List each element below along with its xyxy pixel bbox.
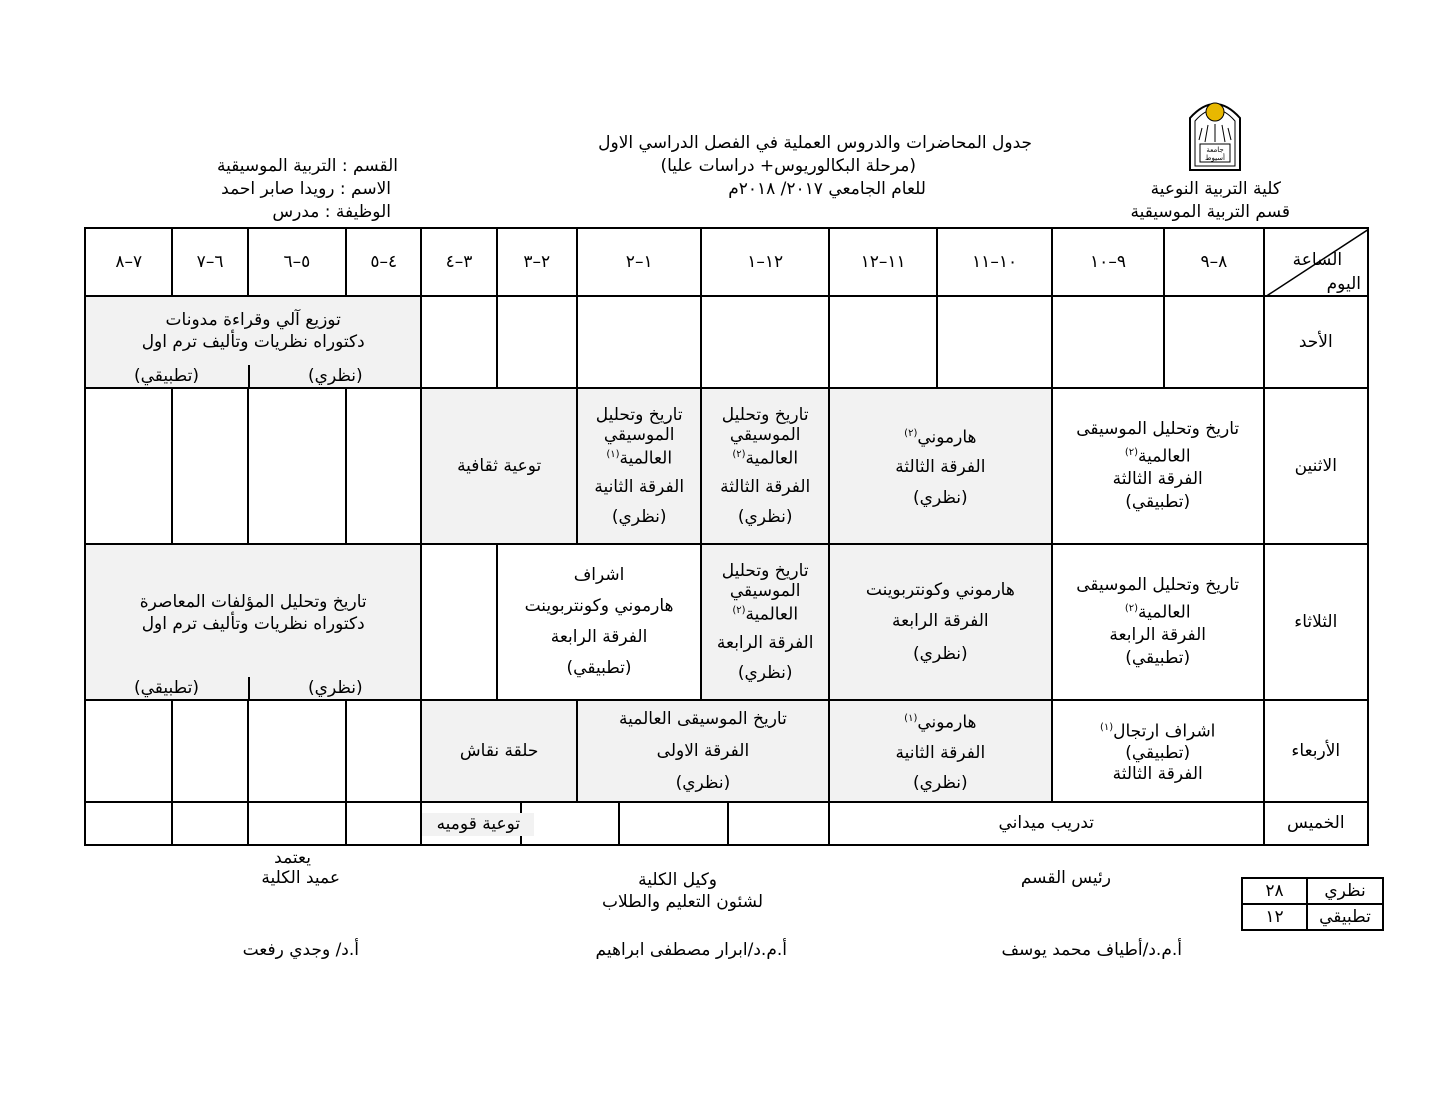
course-title: تاريخ وتحليل xyxy=(721,561,809,582)
theory-label: نظري xyxy=(1307,878,1383,904)
schedule-subtitle: (مرحلة البكالوريوس+ دراسات عليا) xyxy=(660,156,916,176)
course-title-cont xyxy=(1053,717,1263,743)
header-row xyxy=(85,228,1368,296)
course-level: (٢) xyxy=(732,605,746,617)
course-title: تاريخ وتحليل الموسيقى xyxy=(1076,574,1240,595)
tuesday-grad-course xyxy=(85,544,421,700)
course-type: (تطبيقي) xyxy=(1125,648,1191,669)
course-type: (نظري) xyxy=(737,662,793,683)
course-title: تاريخ وتحليل الموسيقى xyxy=(1076,418,1240,439)
course-title: اشراف ارتجال xyxy=(1113,721,1216,742)
course-title-part: العالمية xyxy=(619,448,673,469)
vice-dean-name: أ.م.د/ابرار مصطفى ابراهيم xyxy=(595,940,787,960)
theory-value: ٢٨ xyxy=(1242,878,1307,904)
empty-cell xyxy=(1052,296,1164,388)
course-title: هارموني xyxy=(917,712,977,733)
empty-cell xyxy=(1164,296,1263,388)
row-wednesday xyxy=(85,700,1368,802)
course-title: تاريخ وتحليل المؤلفات المعاصرة xyxy=(139,592,367,612)
course-level: (١) xyxy=(904,713,918,725)
empty-cell xyxy=(346,388,421,544)
empty-cell xyxy=(85,700,172,802)
course-level: (٢) xyxy=(904,428,918,440)
course-group: الفرقة الثانية xyxy=(895,742,986,763)
course-title-part: العالمية xyxy=(1138,602,1191,623)
divider xyxy=(727,803,729,845)
hours-totals xyxy=(1241,877,1384,931)
course-group: الفرقة الرابعة xyxy=(1109,625,1206,646)
course-type: (نظري) xyxy=(611,506,667,527)
divider xyxy=(248,677,250,700)
hour-header: ٥–٦ xyxy=(248,228,346,296)
applied-tag: (تطبيقي) xyxy=(134,366,199,386)
day-label: الأربعاء xyxy=(1264,700,1368,802)
empty-cell xyxy=(346,700,421,802)
monday-course-3 xyxy=(701,388,828,544)
course-group: الفرقة الثالثة xyxy=(1112,469,1203,490)
hour-header: ١٢–١ xyxy=(701,228,828,296)
course-type: (تطبيقي) xyxy=(1125,742,1191,763)
corner-day-label: اليوم xyxy=(1326,274,1361,294)
empty-cell xyxy=(937,296,1051,388)
national-awareness: توعية قوميه xyxy=(422,813,534,836)
hour-header: ١١–١٢ xyxy=(829,228,937,296)
head-title: رئيس القسم xyxy=(1020,868,1111,888)
divider xyxy=(248,365,250,388)
course-level: (١) xyxy=(606,449,620,461)
day-label: الثلاثاء xyxy=(1264,544,1368,700)
course-level: (٢) xyxy=(1124,602,1138,614)
wednesday-course-2 xyxy=(829,700,1052,802)
tuesday-course-1 xyxy=(1052,544,1264,700)
row-thursday xyxy=(85,802,1368,845)
course-level: (١) xyxy=(1099,722,1114,734)
empty-cell xyxy=(577,296,701,388)
day-label: الأحد xyxy=(1264,296,1368,388)
head-name: أ.م.د/أطياف محمد يوسف xyxy=(1001,940,1182,960)
course-title: هارموني وكونتربوينت xyxy=(865,579,1015,600)
applied-tag: (تطبيقي) xyxy=(134,678,199,698)
course-title-cont xyxy=(1053,441,1263,469)
hour-header: ١٠–١١ xyxy=(937,228,1051,296)
tuesday-course-2 xyxy=(829,544,1052,700)
monday-course-2 xyxy=(829,388,1052,544)
course-title-cont xyxy=(702,601,827,625)
course-title-part: هارموني وكونتربوينت xyxy=(524,596,674,616)
course-group: الفرقة الرابعة xyxy=(716,632,814,653)
empty-cell xyxy=(497,296,577,388)
course-title-part: الموسيقي xyxy=(729,581,801,602)
hour-header: ٦–٧ xyxy=(172,228,247,296)
hour-header: ٧–٨ xyxy=(85,228,172,296)
course-title-cont xyxy=(830,704,1051,738)
course-group: الفرقة الثالثة xyxy=(1112,763,1203,784)
wednesday-discussion: حلقة نقاش xyxy=(421,700,577,802)
dean-title: عميد الكلية xyxy=(261,868,340,888)
course-group: الفرقة الثالثة xyxy=(895,456,986,477)
empty-cell xyxy=(172,700,247,802)
thursday-split xyxy=(421,802,829,845)
faculty-name: كلية التربية النوعية xyxy=(1150,179,1281,199)
tuesday-course-3 xyxy=(701,544,828,700)
row-monday xyxy=(85,388,1368,544)
course-program: دكتوراه نظريات وتأليف ترم اول xyxy=(141,332,365,352)
empty-cell xyxy=(701,296,828,388)
applied-value: ١٢ xyxy=(1242,904,1307,930)
course-title-part: العالمية xyxy=(1138,446,1191,467)
monday-course-4 xyxy=(577,388,701,544)
course-title-cont xyxy=(830,422,1051,450)
row-sunday xyxy=(85,296,1368,388)
faculty-department: قسم التربية الموسيقية xyxy=(1130,202,1290,222)
schedule-title: جدول المحاضرات والدروس العملية في الفصل الدراسي الاول xyxy=(598,133,1032,153)
dean-approve: يعتمد xyxy=(274,848,311,868)
sunday-grad-course xyxy=(85,296,421,388)
academic-year: للعام الجامعي ٢٠١٧/ ٢٠١٨م xyxy=(728,179,926,199)
course-title-cont xyxy=(702,445,827,469)
course-title-part: الموسيقي xyxy=(729,425,801,446)
empty-cell xyxy=(346,802,421,845)
dean-name: أ.د/ وجدي رفعت xyxy=(242,940,359,960)
course-title: توزيع آلي وقراءة مدونات xyxy=(165,310,341,330)
hour-header: ٤–٥ xyxy=(346,228,421,296)
row-tuesday xyxy=(85,544,1368,700)
empty-cell xyxy=(248,700,346,802)
vice-dean-title: وكيل الكلية xyxy=(638,870,717,890)
course-level: (٢) xyxy=(732,449,746,461)
course-title: هارموني xyxy=(917,427,977,448)
empty-cell xyxy=(85,802,172,845)
university-logo xyxy=(1186,92,1244,172)
corner-cell xyxy=(1264,228,1368,296)
job-line: الوظيفة : مدرس xyxy=(272,202,391,222)
course-type: (نظري) xyxy=(913,772,968,793)
empty-cell xyxy=(85,388,172,544)
department-line: القسم : التربية الموسيقية xyxy=(216,156,398,176)
day-label: الخميس xyxy=(1264,802,1368,845)
empty-cell xyxy=(172,388,247,544)
hour-header: ٢–٣ xyxy=(497,228,577,296)
course-title: تاريخ وتحليل xyxy=(721,405,809,426)
course-group: الفرقة الرابعة xyxy=(550,627,648,647)
empty-cell xyxy=(421,296,496,388)
name-line: الاسم : رويدا صابر احمد xyxy=(221,179,391,199)
applied-label: تطبيقي xyxy=(1307,904,1383,930)
course-title: اشراف xyxy=(573,565,625,585)
course-type: (نظري) xyxy=(675,773,731,793)
monday-cultural-awareness: توعية ثقافية xyxy=(421,388,577,544)
course-title-part: العالمية xyxy=(745,448,799,469)
vice-dean-affairs: لشئون التعليم والطلاب xyxy=(601,892,763,912)
hour-header: ١–٢ xyxy=(577,228,701,296)
hour-header: ٩–١٠ xyxy=(1052,228,1164,296)
hour-header: ٣–٤ xyxy=(421,228,496,296)
svg-text:جامعة: جامعة xyxy=(1206,146,1224,154)
hour-header: ٨–٩ xyxy=(1164,228,1263,296)
schedule-table xyxy=(84,227,1369,846)
empty-cell xyxy=(172,802,247,845)
course-type: (تطبيقي) xyxy=(1125,492,1191,513)
wednesday-course-1 xyxy=(1052,700,1264,802)
empty-cell xyxy=(248,802,346,845)
course-group: الفرقة الثانية xyxy=(594,476,685,497)
empty-cell xyxy=(829,296,937,388)
course-group: الفرقة الرابعة xyxy=(892,610,989,631)
monday-course-1 xyxy=(1052,388,1264,544)
course-title: تاريخ وتحليل xyxy=(595,405,683,426)
course-program: دكتوراه نظريات وتأليف ترم اول xyxy=(141,614,365,634)
course-type: (نظري) xyxy=(913,643,968,664)
course-group: الفرقة الثالثة xyxy=(720,476,811,497)
tuesday-supervision xyxy=(497,544,702,700)
svg-text:أسيوط: أسيوط xyxy=(1204,154,1226,162)
course-title-part: العالمية xyxy=(745,604,799,625)
course-group: الفرقة الاولى xyxy=(656,741,750,761)
theory-tag: (نظري) xyxy=(308,678,363,698)
course-title-cont xyxy=(578,445,700,469)
day-label: الاثنين xyxy=(1264,388,1368,544)
theory-tag: (نظري) xyxy=(308,366,363,386)
empty-cell xyxy=(248,388,346,544)
course-title: تاريخ الموسيقى العالمية xyxy=(619,709,787,729)
course-type: (تطبيقي) xyxy=(566,658,632,678)
wednesday-course-3 xyxy=(577,700,829,802)
course-type: (نظري) xyxy=(737,506,793,527)
empty-cell xyxy=(421,544,496,700)
corner-hour-label: الساعة xyxy=(1292,250,1343,270)
course-type: (نظري) xyxy=(913,487,968,508)
divider xyxy=(618,803,620,845)
thursday-field-training: تدريب ميداني xyxy=(829,802,1264,845)
course-title-part: الموسيقي xyxy=(603,425,675,446)
course-title-cont xyxy=(1053,597,1263,625)
course-level: (٢) xyxy=(1124,446,1138,458)
